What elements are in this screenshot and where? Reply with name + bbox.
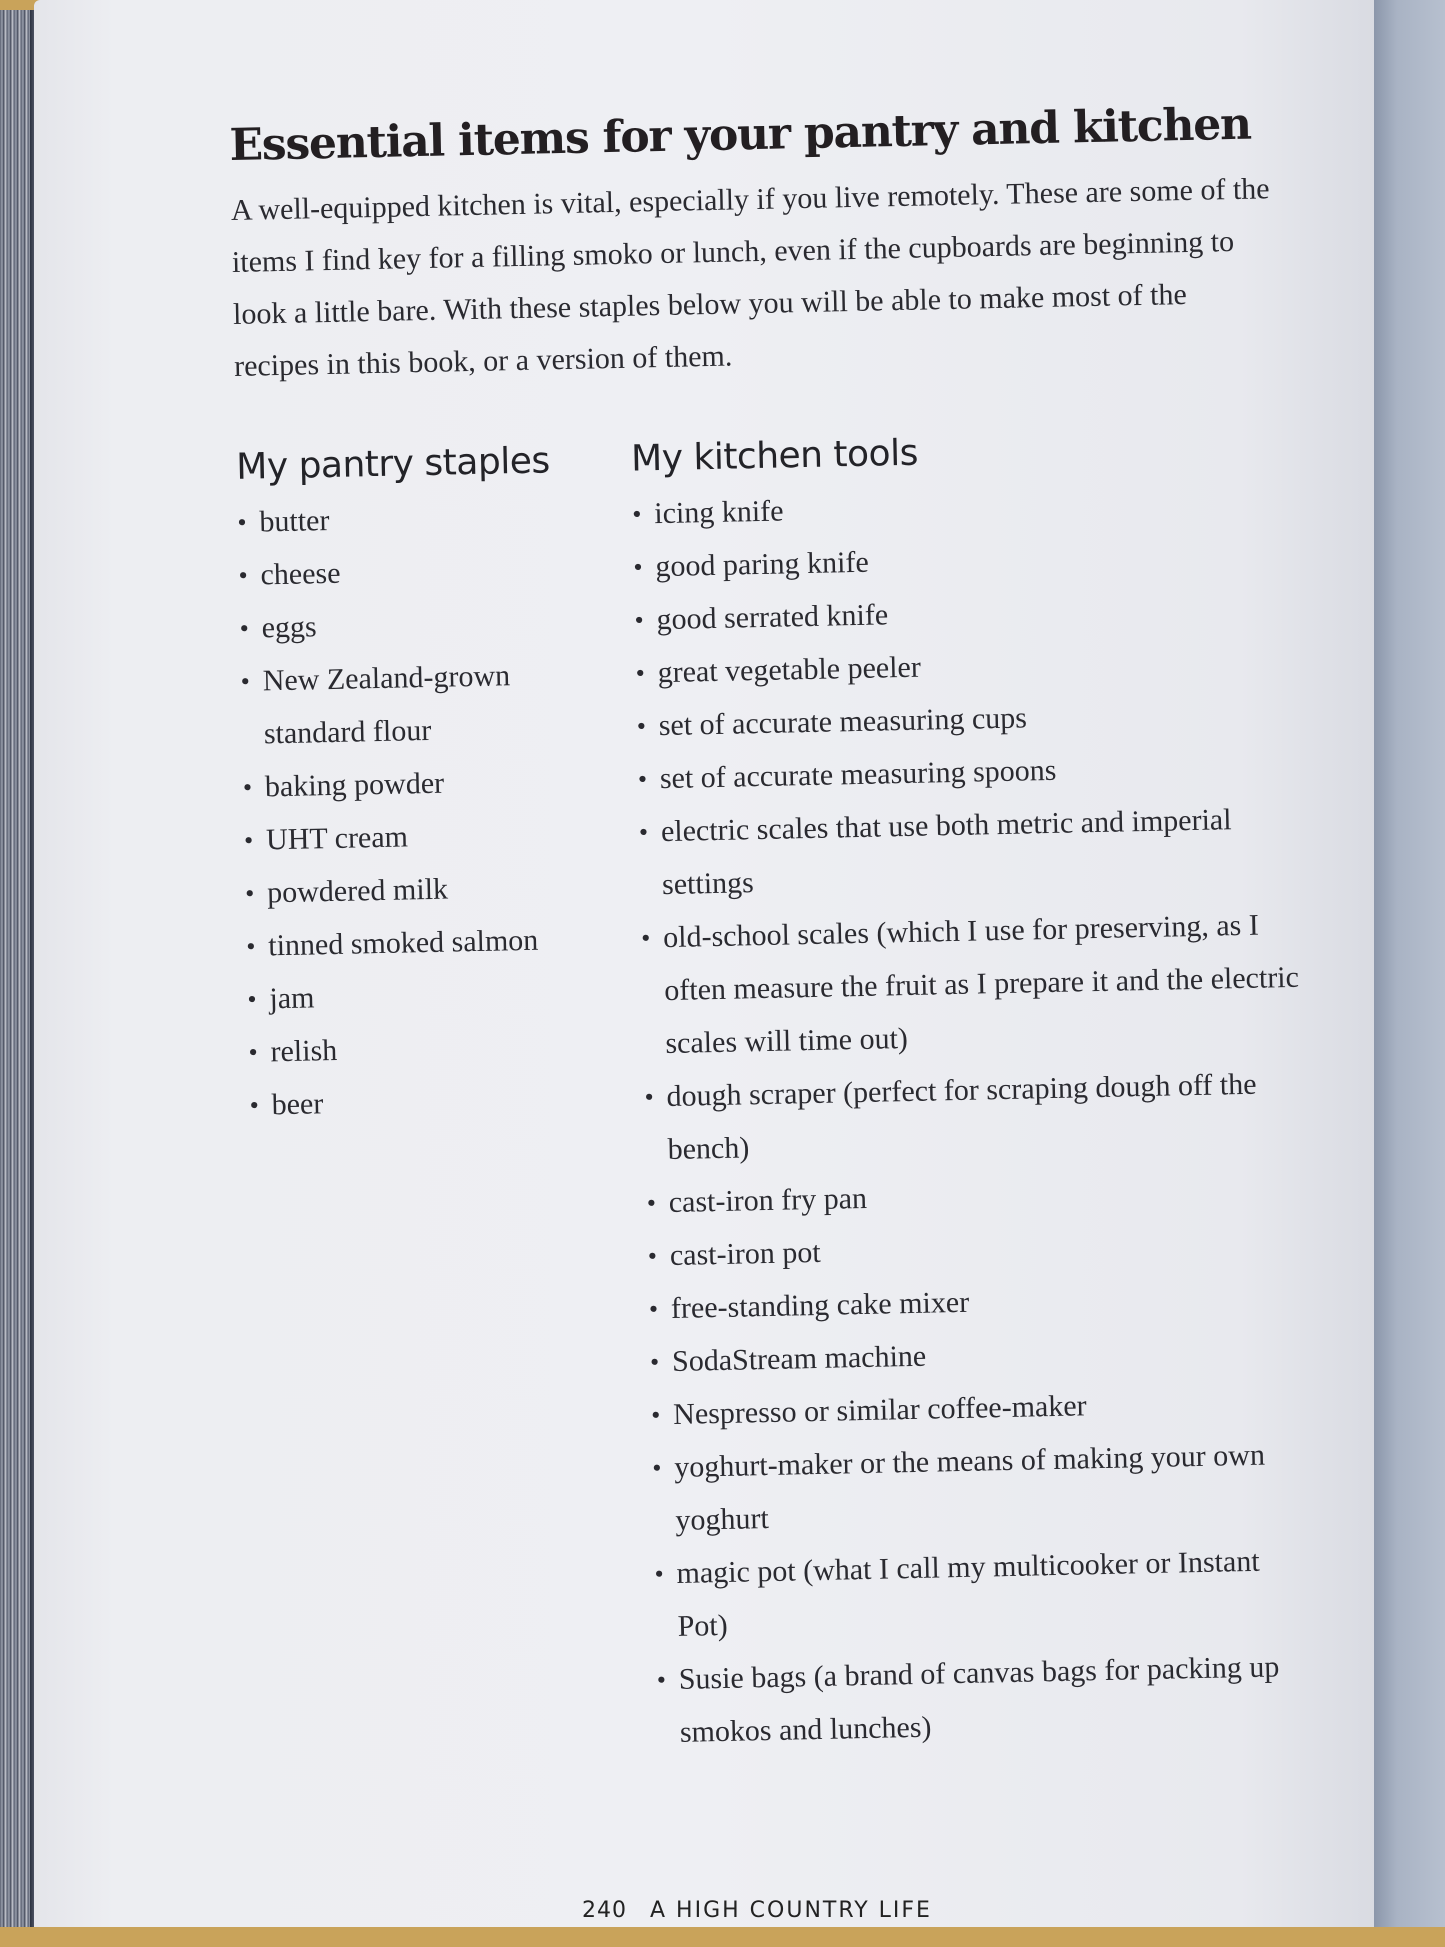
tools-list [632, 474, 1318, 1760]
pantry-item: • baking powder [242, 753, 603, 814]
tool-item: • set of accurate measuring cups [636, 686, 1297, 753]
page-number: 240 [582, 1898, 627, 1923]
pantry-item: • relish [248, 1018, 609, 1079]
page-title: Essential items for your pantry and kitchen [229, 98, 1252, 171]
lists-columns [236, 425, 1317, 1947]
pantry-item: • eggs [239, 594, 600, 655]
pantry-item: • New Zealand-grown standard flour [240, 647, 602, 761]
tool-item: • set of accurate measuring spoons [637, 739, 1298, 806]
tool-item: • Nespresso or similar coffee-maker [651, 1375, 1312, 1442]
tool-item: • cast-iron pot [647, 1216, 1308, 1283]
tool-item: • dough scraper (perfect for scraping dough off the bench) [644, 1057, 1306, 1177]
tool-item: • great vegetable peeler [635, 633, 1296, 700]
pantry-item: • tinned smoked salmon [246, 912, 607, 973]
tool-item: • yoghurt-maker or the means of making your own yoghurt [652, 1428, 1314, 1548]
tool-item: • good paring knife [633, 527, 1294, 594]
tools-column [631, 425, 1319, 1760]
pantry-item: • powdered milk [245, 859, 606, 920]
tool-item: • Susie bags (a brand of canvas bags for packing up smokos and lunches) [656, 1640, 1318, 1760]
pantry-item: • UHT cream [244, 806, 605, 867]
facing-page [1365, 0, 1445, 1927]
tool-item: • good serrated knife [634, 580, 1295, 647]
tool-item: • electric scales that use both metric and imperial settings [638, 792, 1300, 912]
pantry-list [237, 488, 610, 1131]
page-footer [582, 1898, 932, 1923]
tool-item: • SodaStream machine [650, 1322, 1311, 1389]
tools-heading: My kitchen tools [630, 432, 919, 480]
tool-item: • cast-iron fry pan [646, 1163, 1307, 1230]
pantry-item: • cheese [238, 541, 599, 602]
intro-paragraph: A well-equipped kitchen is vital, especially if you live remotely. These are some of the items I find key for a filling smoko or lunch, even if the cupboards are beginning to look a little bare. With these staples below you will be able to make most of the recipes in this book, or a version of them. [230, 172, 1270, 383]
book-page [34, 0, 1374, 1927]
tool-item: • old-school scales (which I use for preserving, as I often measure the fruit as I prepare it and the electric scales will time out) [641, 898, 1304, 1071]
book-title: A HIGH COUNTRY LIFE [650, 1898, 932, 1923]
tool-item: • icing knife [632, 474, 1293, 541]
pantry-heading: My pantry staples [235, 440, 551, 488]
tool-item: • free-standing cake mixer [648, 1269, 1309, 1336]
page-content [229, 98, 1317, 1947]
pantry-item: • butter [237, 488, 598, 549]
tool-item: • magic pot (what I call my multicooker or Instant Pot) [654, 1534, 1316, 1654]
pantry-column [236, 439, 610, 1131]
page-edge-stack [0, 10, 38, 1927]
pantry-item: • jam [247, 965, 608, 1026]
pantry-item: • beer [249, 1071, 610, 1132]
